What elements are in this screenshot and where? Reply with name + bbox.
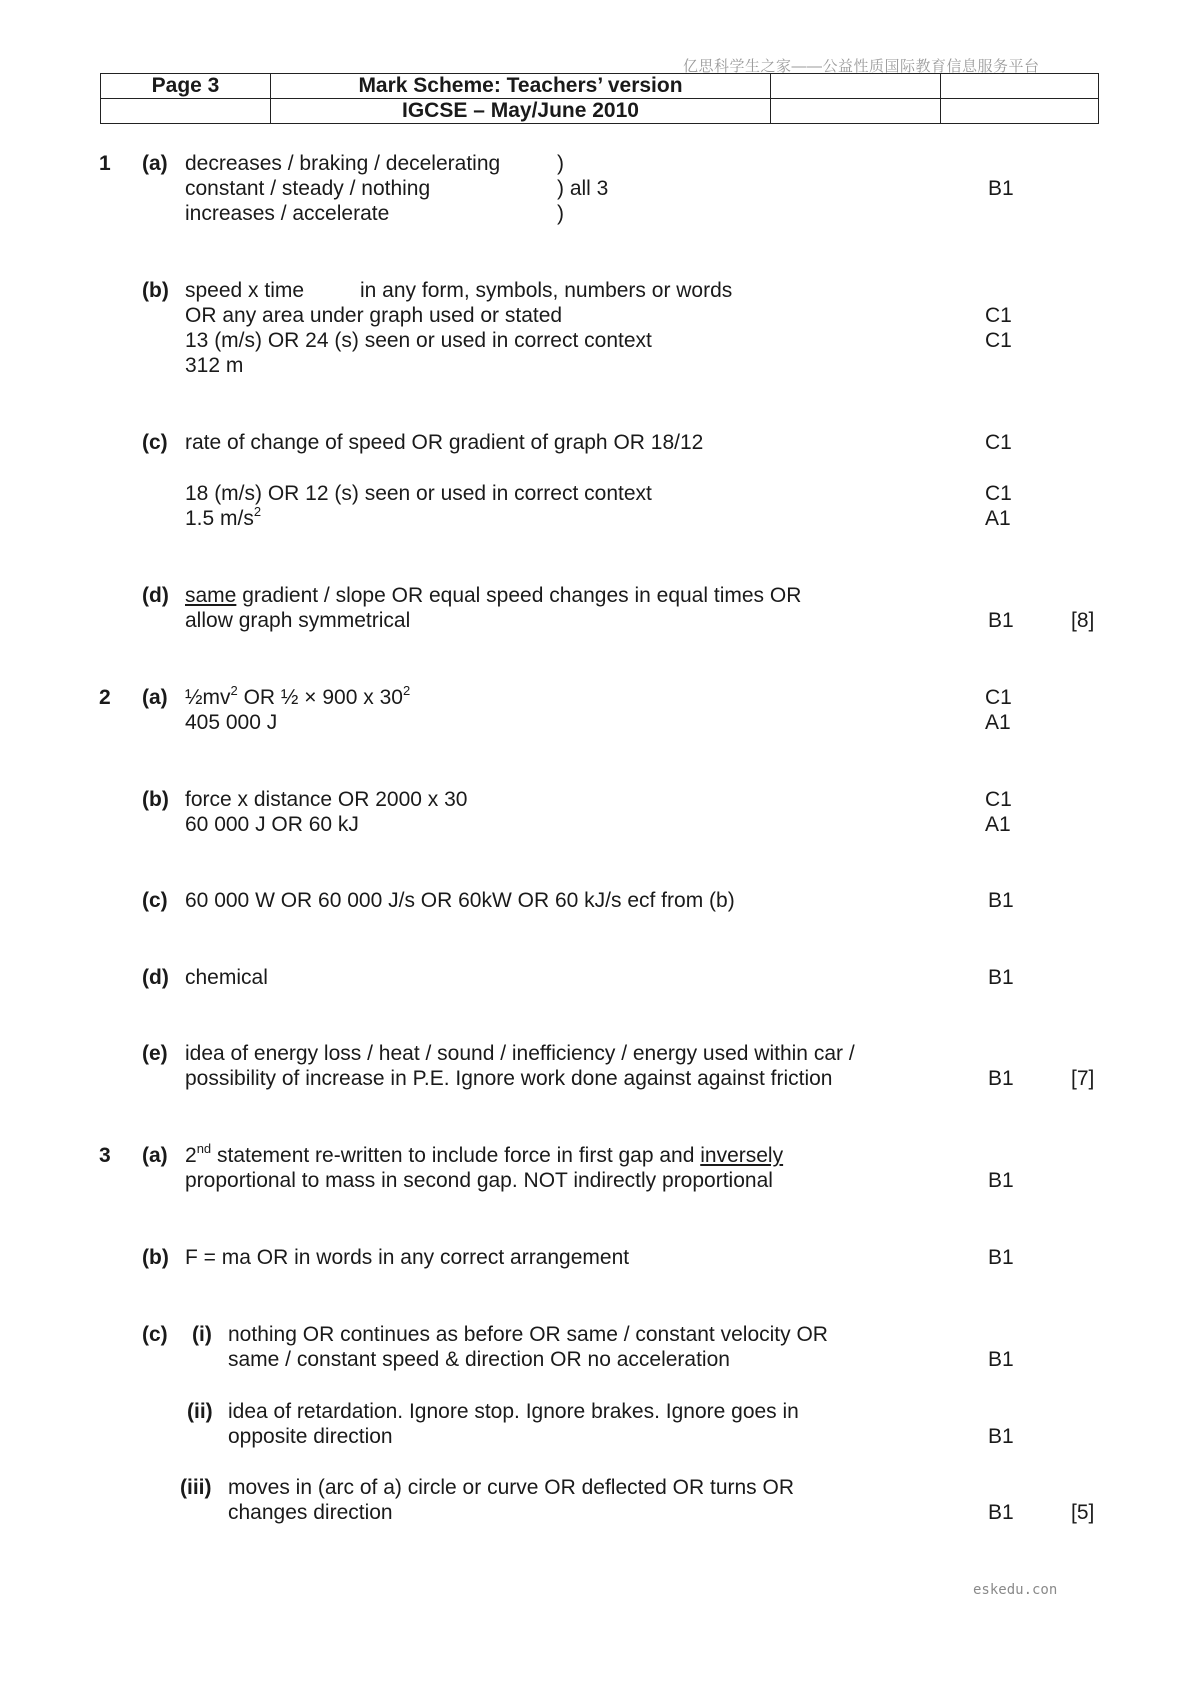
answer-line: increases / accelerate (185, 202, 390, 225)
underlined-word: inversely (700, 1144, 784, 1167)
part-label: (b) (142, 1246, 169, 1269)
header-empty-cell (101, 99, 271, 124)
mark: B1 (988, 609, 1014, 632)
mark: A1 (985, 507, 1011, 530)
page-number: Page 3 (101, 74, 271, 99)
part-label: (a) (142, 686, 168, 709)
part-label: (a) (142, 1144, 168, 1167)
mark: B1 (988, 177, 1014, 200)
answer-line: 405 000 J (185, 711, 278, 734)
answer-line: proportional to mass in second gap. NOT indirectly proportional (185, 1169, 773, 1192)
superscript: nd (196, 1141, 212, 1156)
mark: B1 (988, 889, 1014, 912)
question-number: 2 (99, 686, 111, 709)
part-label: (c) (142, 431, 168, 454)
header-title: Mark Scheme: Teachers’ version (271, 74, 771, 99)
answer-line: decreases / braking / decelerating (185, 152, 501, 175)
mark: C1 (985, 304, 1012, 327)
answer-line: opposite direction (228, 1425, 393, 1448)
total-mark: [7] (1071, 1067, 1095, 1090)
mark: B1 (988, 1501, 1014, 1524)
answer-note: ) all 3 (557, 177, 609, 200)
question-number: 3 (99, 1144, 111, 1167)
answer-line: constant / steady / nothing (185, 177, 431, 200)
subpart-label: (iii) (180, 1476, 212, 1499)
answer-line: force x distance OR 2000 x 30 (185, 788, 468, 811)
brace: ) (557, 202, 564, 225)
subpart-label: (i) (192, 1323, 212, 1346)
header-empty-cell (771, 99, 941, 124)
part-label: (e) (142, 1042, 168, 1065)
superscript: 2 (402, 683, 411, 698)
answer-line: allow graph symmetrical (185, 609, 411, 632)
mark: B1 (988, 1169, 1014, 1192)
answer-line: 312 m (185, 354, 244, 377)
total-mark: [5] (1071, 1501, 1095, 1524)
total-mark: [8] (1071, 609, 1095, 632)
answer-text: gradient / slope OR equal speed changes in equal times OR (236, 584, 802, 607)
answer-text: ½mv (185, 686, 231, 709)
answer-text: 1.5 m/s (185, 507, 254, 530)
mark: C1 (985, 686, 1012, 709)
header-empty-cell (941, 99, 1099, 124)
answer-line: possibility of increase in P.E. Ignore work done against against friction (185, 1067, 833, 1090)
header-empty-cell (771, 74, 941, 99)
answer-text: 2 (185, 1144, 197, 1167)
mark: C1 (985, 329, 1012, 352)
answer-line (185, 685, 410, 710)
part-label: (d) (142, 584, 169, 607)
mark: B1 (988, 966, 1014, 989)
mark: B1 (988, 1246, 1014, 1269)
answer-line: rate of change of speed OR gradient of graph OR 18/12 (185, 431, 704, 454)
answer-line (185, 583, 801, 608)
answer-line: changes direction (228, 1501, 393, 1524)
mark: C1 (985, 788, 1012, 811)
mark: B1 (988, 1425, 1014, 1448)
part-label: (c) (142, 889, 168, 912)
underlined-word: same (185, 584, 237, 607)
part-label: (c) (142, 1323, 168, 1346)
mark: C1 (985, 482, 1012, 505)
answer-line: nothing OR continues as before OR same / constant velocity OR (228, 1323, 828, 1346)
answer-line: 60 000 W OR 60 000 J/s OR 60kW OR 60 kJ/s ecf from (b) (185, 889, 735, 912)
watermark-text: 亿思科学生之家——公益性质国际教育信息服务平台 (683, 58, 1040, 75)
answer-line: moves in (arc of a) circle or curve OR deflected OR turns OR (228, 1476, 795, 1499)
answer-line: F = ma OR in words in any correct arrangement (185, 1246, 630, 1269)
answer-line: OR any area under graph used or stated (185, 304, 563, 327)
superscript: 2 (230, 683, 238, 698)
answer-line: 18 (m/s) OR 12 (s) seen or used in correct context (185, 482, 652, 505)
answer-line: idea of energy loss / heat / sound / inefficiency / energy used within car / (185, 1042, 855, 1065)
part-label: (a) (142, 152, 168, 175)
part-label: (b) (142, 279, 169, 302)
brace: ) (557, 152, 564, 175)
answer-line: same / constant speed & direction OR no acceleration (228, 1348, 730, 1371)
part-label: (d) (142, 966, 169, 989)
answer-line (185, 1143, 783, 1168)
subpart-label: (ii) (187, 1400, 213, 1423)
answer-note: in any form, symbols, numbers or words (360, 279, 733, 302)
superscript: 2 (253, 504, 262, 519)
header-empty-cell (941, 74, 1099, 99)
answer-line: 60 000 J OR 60 kJ (185, 813, 359, 836)
mark: B1 (988, 1348, 1014, 1371)
answer-text: statement re-written to include force in first gap and (211, 1144, 701, 1167)
mark: B1 (988, 1067, 1014, 1090)
answer-text: OR ½ × 900 x 30 (237, 686, 403, 709)
answer-line: chemical (185, 966, 268, 989)
footer-text: eskedu.con (973, 1582, 1058, 1598)
question-number: 1 (99, 152, 111, 175)
header-subtitle: IGCSE – May/June 2010 (271, 99, 771, 124)
part-label: (b) (142, 788, 169, 811)
mark: A1 (985, 711, 1011, 734)
mark: C1 (985, 431, 1012, 454)
header-table (100, 73, 1099, 124)
answer-line (185, 506, 261, 531)
mark: A1 (985, 813, 1011, 836)
answer-line: idea of retardation. Ignore stop. Ignore brakes. Ignore goes in (228, 1400, 799, 1423)
answer-line: speed x time (185, 279, 305, 302)
answer-line: 13 (m/s) OR 24 (s) seen or used in correct context (185, 329, 652, 352)
